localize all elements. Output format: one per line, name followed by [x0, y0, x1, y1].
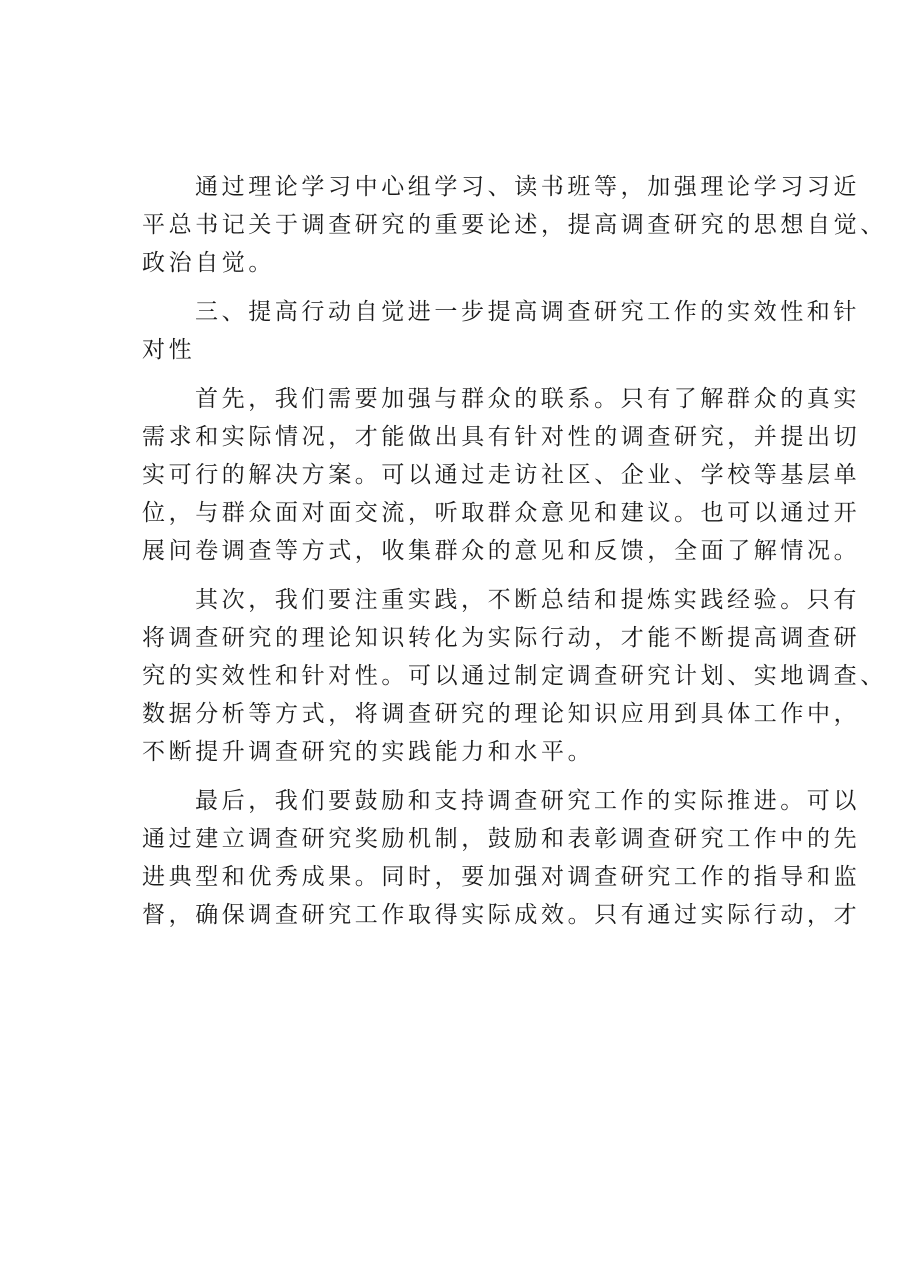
text-line: 最后，我们要鼓励和支持调查研究工作的实际推进。可以: [195, 788, 860, 814]
text-line: 督，确保调查研究工作取得实际成效。只有通过实际行动，才: [142, 902, 861, 928]
section-heading-three: [142, 293, 860, 369]
text-line: 三、提高行动自觉进一步提高调查研究工作的实效性和针: [195, 299, 860, 325]
text-line: 展问卷调查等方式，收集群众的意见和反馈，全面了解情况。: [142, 538, 861, 564]
text-line: 政治自觉。: [142, 250, 275, 276]
text-line: 位，与群众面对面交流，听取群众意见和建议。也可以通过开: [142, 500, 861, 526]
document-body: [142, 168, 887, 934]
text-line: 数据分析等方式，将调查研究的理论知识应用到具体工作中，: [142, 701, 861, 727]
text-line: 究的实效性和针对性。可以通过制定调查研究计划、实地调查、: [142, 663, 887, 689]
text-line: 需求和实际情况，才能做出具有针对性的调查研究，并提出切: [142, 424, 861, 450]
text-line: 通过理论学习中心组学习、读书班等，加强理论学习习近: [195, 174, 860, 200]
paragraph-finally: [142, 782, 861, 934]
paragraph-study-theory: [142, 168, 887, 282]
paragraph-second: [142, 581, 887, 771]
text-line: 平总书记关于调查研究的重要论述，提高调查研究的思想自觉、: [142, 212, 887, 238]
text-line: 通过建立调查研究奖励机制，鼓励和表彰调查研究工作中的先: [142, 826, 861, 852]
text-line: 实可行的解决方案。可以通过走访社区、企业、学校等基层单: [142, 462, 861, 488]
text-line: 对性: [142, 337, 196, 363]
text-line: 其次，我们要注重实践，不断总结和提炼实践经验。只有: [195, 587, 860, 613]
text-line: 进典型和优秀成果。同时，要加强对调查研究工作的指导和监: [142, 864, 861, 890]
text-line: 不断提升调查研究的实践能力和水平。: [142, 739, 595, 765]
text-line: 将调查研究的理论知识转化为实际行动，才能不断提高调查研: [142, 625, 861, 651]
text-line: 首先，我们需要加强与群众的联系。只有了解群众的真实: [195, 386, 860, 412]
paragraph-first: [142, 380, 861, 570]
